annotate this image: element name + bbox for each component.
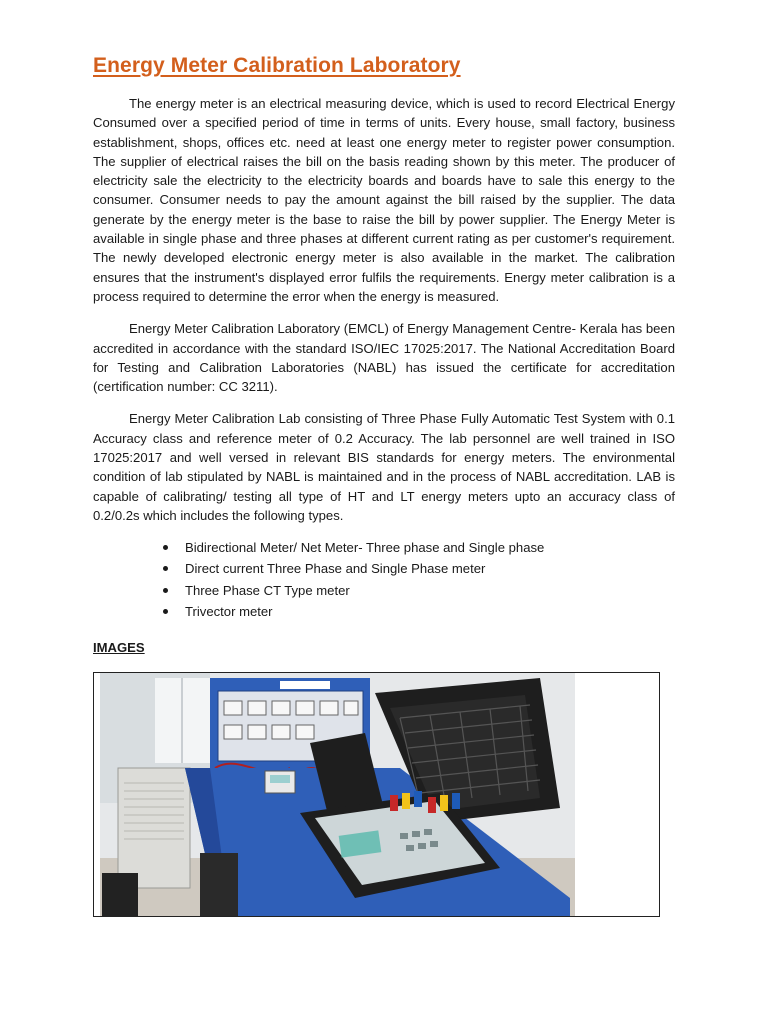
lab-photo (100, 673, 575, 917)
paragraph-accreditation: Energy Meter Calibration Laboratory (EMCL) of Energy Management Centre- Kerala has been accredited in accordance with the standard ISO/IEC 17025:2017. The National Accreditation Board for Testing and Calibration Laboratories (NABL) has issued the certificate for accreditation (certification number: CC 3211). (93, 321, 675, 395)
images-heading: IMAGES (93, 640, 145, 656)
paragraph-lab-capability: Energy Meter Calibration Lab consisting of Three Phase Fully Automatic Test System with 0.1 Accuracy class and reference meter of 0.2 Accuracy. The lab personnel are well trained in ISO 17025:2017 and well versed in relevant BIS standards for energy meters. The environmental condition of lab stipulated by NABL is maintained and in the process of NABL accreditation. LAB is capable of calibrating/ testing all type of HT and LT energy meters upto an accuracy class of 0.2/0.2s which includes the following types. (93, 411, 675, 523)
list-item: Trivector meter (163, 601, 675, 622)
image-frame (93, 672, 660, 917)
document-page (93, 52, 675, 657)
meter-type-list (93, 537, 675, 622)
list-item: Bidirectional Meter/ Net Meter- Three phase and Single phase (163, 537, 675, 558)
list-item: Three Phase CT Type meter (163, 580, 675, 601)
paragraph-intro: The energy meter is an electrical measuring device, which is used to record Electrical Energy Consumed over a specified period of time in terms of units. Every house, small factory, business establishment, shops, offices etc. need at least one energy meter to register power consumption. The supplier of electrical raises the bill on the basis reading shown by this meter. The producer of electricity sale the electricity to the electricity boards and boards have to sale this energy to the consumer. Consumer needs to pay the amount against the bill raised by the supplier. The data generate by the energy meter is the base to raise the bill by power supplier. The Energy Meter is available in single phase and three phases at different current rating as per customer's requirement. The newly developed electronic energy meter is also available in the market. The calibration ensures that the instrument's displayed error fulfils the requirements. Energy meter calibration is a process required to determine the error when the energy is measured. (93, 96, 675, 304)
bullet-icon (163, 566, 168, 571)
page-title: Energy Meter Calibration Laboratory (93, 54, 461, 77)
bullet-icon (163, 609, 168, 614)
list-item: Direct current Three Phase and Single Phase meter (163, 558, 675, 579)
bullet-icon (163, 545, 168, 550)
bullet-icon (163, 588, 168, 593)
